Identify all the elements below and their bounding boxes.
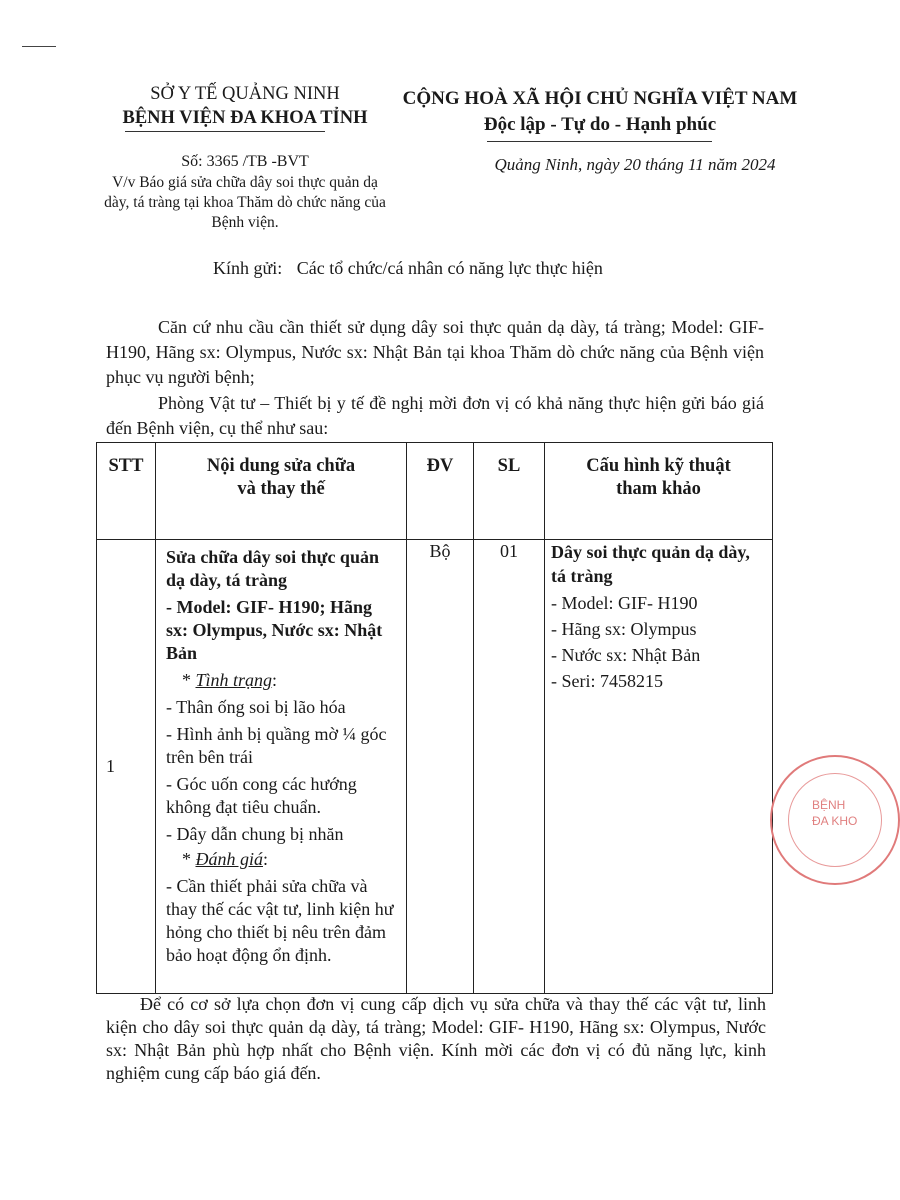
item-title: Sửa chữa dây soi thực quản dạ dày, tá tràng — [166, 547, 379, 590]
condition-item: - Dây dẫn chung bị nhăn — [166, 824, 344, 844]
recipient-line — [213, 258, 603, 279]
condition-prefix: * — [182, 670, 196, 690]
header-config-line1: Cấu hình kỹ thuật — [586, 456, 731, 476]
assessment-label: Đánh giá — [195, 849, 263, 869]
item-model: - Model: GIF- H190; Hãng sx: Olympus, Nước sx: Nhật Bản — [166, 597, 383, 663]
repair-table — [96, 442, 773, 994]
condition-item: - Thân ống soi bị lão hóa — [166, 697, 346, 717]
department-name: SỞ Y TẾ QUẢNG NINH — [150, 84, 340, 104]
request-paragraph: Phòng Vật tư – Thiết bị y tế đề nghị mời đơn vị có khả năng thực hiện gửi báo giá đến Bệnh viện, cụ thể như sau: — [106, 393, 764, 438]
table-row — [97, 540, 773, 994]
table-header-row — [97, 443, 773, 540]
cell-quantity: 01 — [474, 540, 545, 994]
condition-label: Tình trạng — [195, 670, 273, 690]
stamp-text — [812, 797, 857, 829]
place-date: Quảng Ninh, ngày 20 tháng 11 năm 2024 — [494, 155, 776, 174]
closing-paragraph: Để có cơ sở lựa chọn đơn vị cung cấp dịch vụ sửa chữa và thay thế các vật tư, linh kiện cho dây soi thực quản dạ dày, tá tràng; Model: GIF- H190, Hãng sx: Olympus, Nước sx: Nhật Bản phù hợp nhất cho Bệnh viện. Kính mời các đơn vị có đủ năng lực, kinh nghiệm cung cấp báo giá đến. — [106, 994, 766, 1083]
condition-item: - Hình ảnh bị quầng mờ ¼ góc trên bên trái — [166, 724, 387, 767]
header-quantity: SL — [474, 443, 545, 540]
intro-paragraph: Căn cứ nhu cầu cần thiết sử dụng dây soi thực quản dạ dày, tá tràng; Model: GIF- H190, Hãng sx: Olympus, Nước sx: Nhật Bản tại khoa Thăm dò chức năng của Bệnh viện phục vụ người bệnh; — [106, 317, 764, 387]
header-config — [545, 443, 773, 540]
stamp-text-line1: BỆNH — [812, 798, 846, 812]
condition-suffix: : — [272, 670, 278, 690]
document-subject: V/v Báo giá sửa chữa dây soi thực quản dạ dày, tá tràng tại khoa Thăm dò chức năng của Bệnh viện. — [104, 174, 386, 231]
cell-stt — [97, 540, 156, 994]
motto-underline — [487, 141, 712, 142]
header-config-line2: tham khảo — [616, 479, 701, 499]
header-unit: ĐV — [407, 443, 474, 540]
condition-heading — [166, 669, 398, 692]
scan-mark — [22, 46, 56, 47]
config-title: Dây soi thực quản dạ dày, tá tràng — [551, 542, 750, 586]
header-content — [156, 443, 407, 540]
cell-config — [545, 540, 773, 994]
config-item: - Hãng sx: Olympus — [551, 619, 697, 639]
assessment-suffix: : — [263, 849, 269, 869]
condition-item: - Góc uốn cong các hướng không đạt tiêu chuẩn. — [166, 774, 357, 817]
config-item: - Model: GIF- H190 — [551, 593, 698, 613]
national-header — [395, 86, 805, 138]
hospital-name: BỆNH VIỆN ĐA KHOA TỈNH — [122, 108, 368, 128]
header-content-line1: Nội dung sửa chữa — [206, 456, 356, 476]
assessment-heading — [166, 848, 398, 871]
header-content-line2: và thay thế — [237, 479, 325, 499]
national-title: CỘNG HOÀ XÃ HỘI CHỦ NGHĨA VIỆT NAM — [402, 88, 798, 109]
recipient-label: Kính gửi: — [213, 258, 283, 278]
recipient-value: Các tổ chức/cá nhân có năng lực thực hiện — [296, 258, 603, 278]
cell-unit: Bộ — [407, 540, 474, 994]
header-stt: STT — [97, 443, 156, 540]
cell-content — [156, 540, 407, 994]
assessment-text: - Cần thiết phải sửa chữa và thay thế các vật tư, linh kiện hư hỏng cho thiết bị nêu trên đảm bảo hoạt động ổn định. — [166, 876, 394, 965]
document-number: Số: 3365 /TB -BVT — [181, 153, 309, 170]
issuer-block — [100, 82, 390, 130]
issuer-underline — [125, 131, 325, 132]
config-item: - Seri: 7458215 — [551, 671, 663, 691]
hospital-stamp — [770, 755, 900, 885]
stt-value: 1 — [106, 756, 115, 776]
national-motto: Độc lập - Tự do - Hạnh phúc — [483, 114, 717, 135]
stamp-text-line2: ĐA KHO — [812, 814, 858, 828]
assessment-prefix: * — [182, 849, 196, 869]
config-item: - Nước sx: Nhật Bản — [551, 645, 701, 665]
